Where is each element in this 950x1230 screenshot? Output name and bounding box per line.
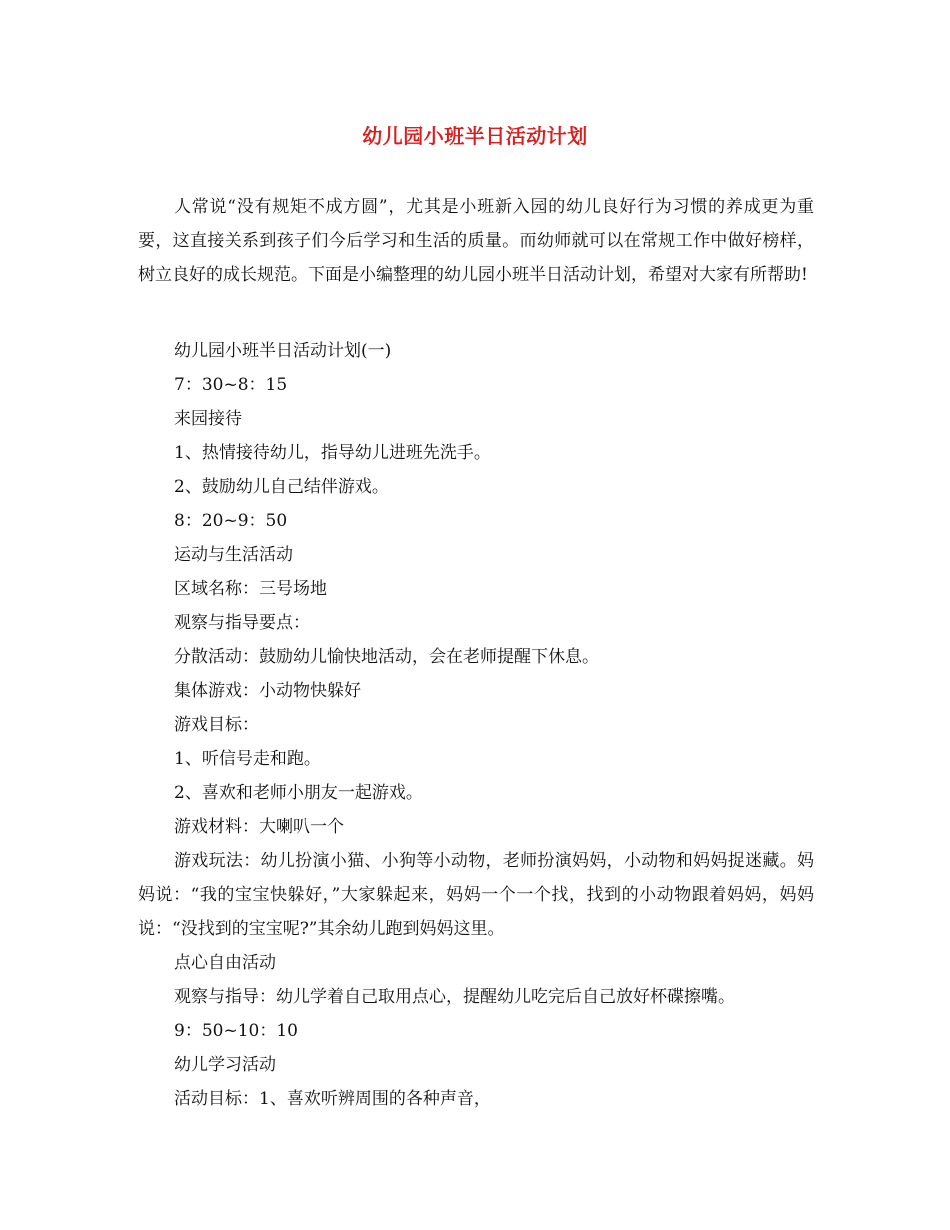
- body-line: 幼儿学习活动: [174, 1055, 276, 1075]
- document-title: 幼儿园小班半日活动计划: [362, 124, 588, 148]
- body-line: 集体游戏：小动物快躲好: [174, 681, 361, 701]
- body-line: 点心自由活动: [174, 953, 276, 973]
- body-line: 区域名称：三号场地: [174, 579, 327, 599]
- body-line: 2、喜欢和老师小朋友一起游戏。: [174, 783, 423, 803]
- intro-paragraph: 人常说“没有规矩不成方圆”，尤其是小班新入园的幼儿良好行为习惯的养成更为重要，这直接关系到孩子们今后学习和生活的质量。而幼师就可以在常规工作中做好榜样，树立良好的成长规范。下面是小编整理的幼儿园小班半日活动计划，希望对大家有所帮助!: [138, 197, 814, 285]
- body-line: 8：20~9：50: [174, 511, 288, 531]
- body-line: 游戏材料：大喇叭一个: [174, 817, 344, 837]
- body-line: 幼儿园小班半日活动计划(一): [174, 341, 392, 361]
- document-body: [138, 334, 814, 1116]
- body-line: 观察与指导：幼儿学着自己取用点心，提醒幼儿吃完后自己放好杯碟擦嘴。: [174, 987, 735, 1007]
- body-line: 观察与指导要点：: [174, 613, 310, 633]
- body-line: 游戏目标：: [174, 715, 259, 735]
- body-line: 9：50~10：10: [174, 1021, 298, 1041]
- body-line: 游戏玩法：幼儿扮演小猫、小狗等小动物，老师扮演妈妈，小动物和妈妈捉迷藏。妈妈说：“我的宝宝快躲好，”大家躲起来，妈妈一个一个找，找到的小动物跟着妈妈，妈妈说：“没找到的宝宝呢?”其余幼儿跑到妈妈这里。: [138, 851, 814, 939]
- body-line: 7：30~8：15: [174, 375, 288, 395]
- body-line: 1、热情接待幼儿，指导幼儿进班先洗手。: [174, 443, 491, 463]
- body-line: 活动目标：1、喜欢听辨周围的各种声音，: [174, 1089, 491, 1109]
- body-line: 运动与生活活动: [174, 545, 293, 565]
- body-line: 2、鼓励幼儿自己结伴游戏。: [174, 477, 389, 497]
- body-line: 分散活动：鼓励幼儿愉快地活动，会在老师提醒下休息。: [174, 647, 599, 667]
- body-line: 1、听信号走和跑。: [174, 749, 321, 769]
- body-line: 来园接待: [174, 409, 242, 429]
